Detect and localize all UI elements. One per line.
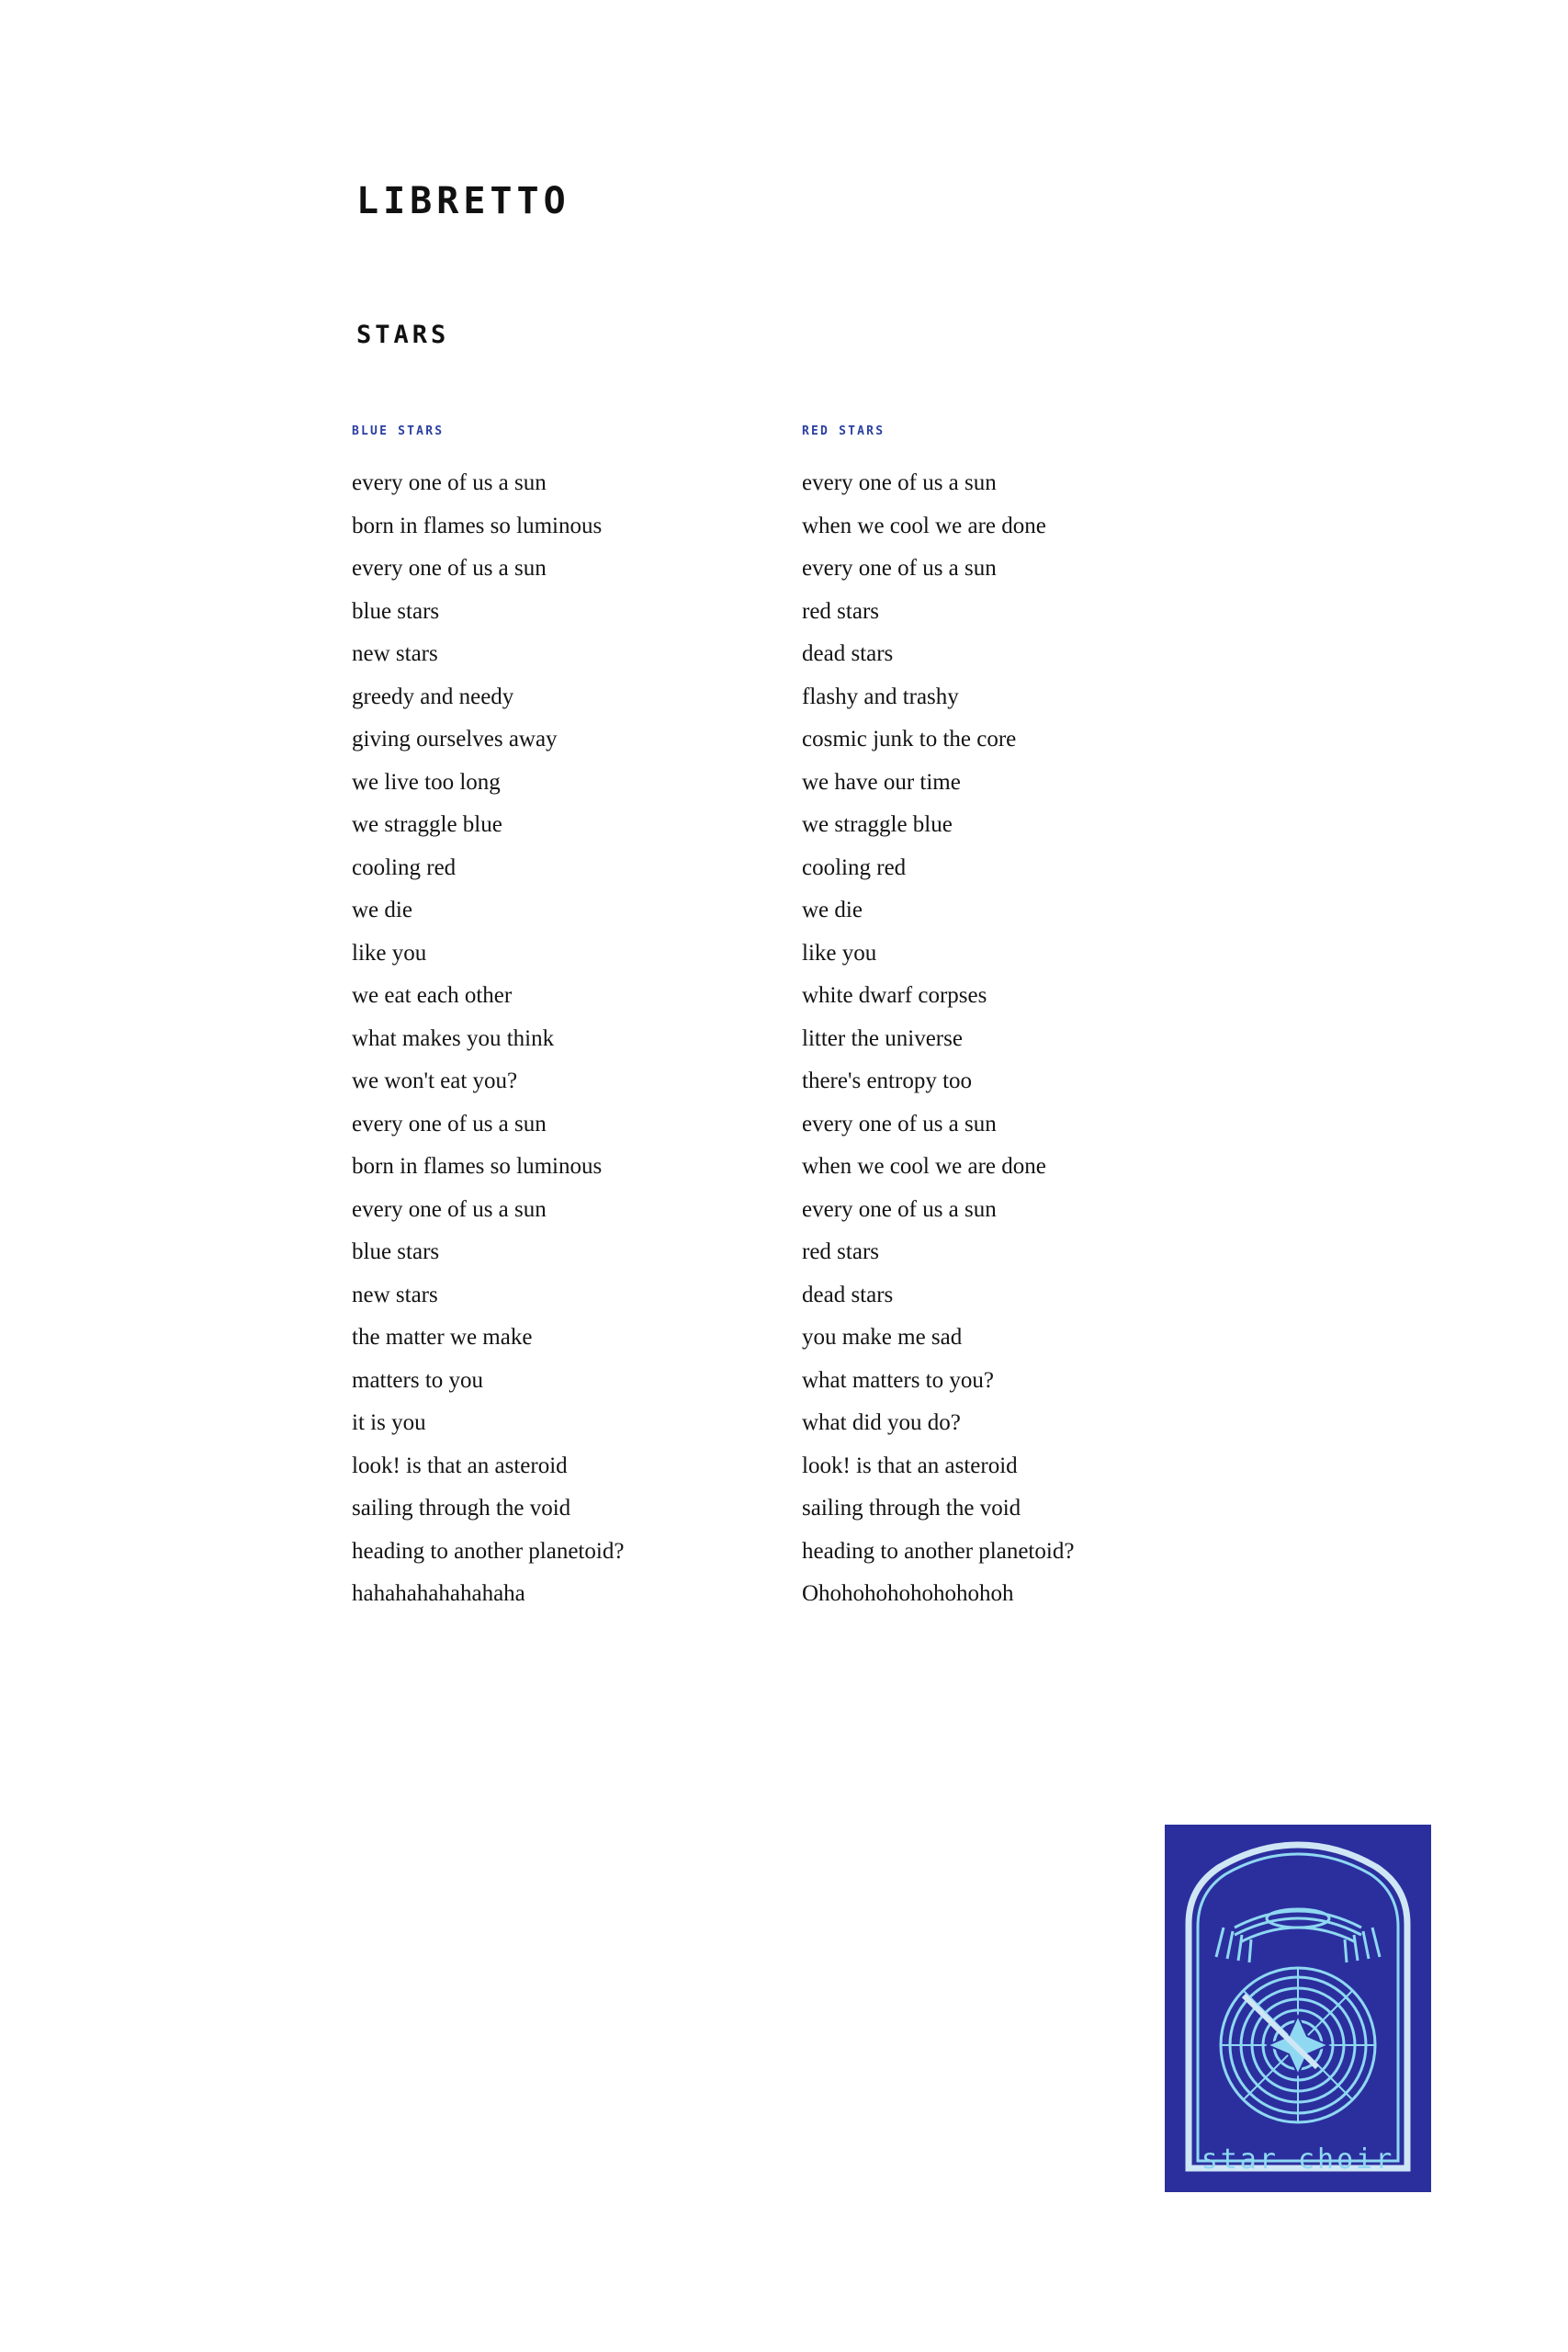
lyric-line: we won't eat you?	[352, 1069, 518, 1093]
lyric-line: dead stars	[802, 641, 894, 666]
lyric-line: every one of us a sun	[352, 470, 547, 495]
lyric-line: flashy and trashy	[802, 684, 959, 709]
lyric-line: every one of us a sun	[352, 1111, 547, 1136]
lyric-line: sailing through the void	[802, 1496, 1021, 1521]
lyric-line: cooling red	[802, 854, 907, 880]
lyric-line: we live too long	[352, 769, 501, 795]
lyric-line: what makes you think	[352, 1025, 555, 1051]
lyric-line: when we cool we are done	[802, 513, 1046, 538]
lyric-line: white dwarf corpses	[802, 983, 987, 1008]
column-heading: BLUE STARS	[352, 424, 445, 438]
lyrics-column-red-stars	[799, 424, 1249, 1616]
lyric-line: heading to another planetoid?	[802, 1538, 1075, 1564]
lyric-line: hahahahahahahaha	[352, 1581, 525, 1606]
star-choir-emblem-icon	[1179, 1839, 1416, 2177]
lyric-line: we have our time	[802, 769, 961, 795]
lyric-line: like you	[802, 940, 877, 966]
lyric-line: new stars	[352, 1282, 438, 1307]
lyric-line: blue stars	[352, 598, 440, 624]
lyric-line: every one of us a sun	[352, 1196, 547, 1222]
lyric-line: we die	[352, 898, 412, 922]
lyric-line: dead stars	[802, 1282, 894, 1307]
lyric-line: born in flames so luminous	[352, 1154, 603, 1179]
lyric-line: like you	[352, 940, 427, 966]
lyrics-column-blue-stars	[349, 424, 799, 1616]
lyric-line: litter the universe	[802, 1025, 963, 1051]
lyric-line: giving ourselves away	[352, 727, 558, 752]
lyric-line: sailing through the void	[352, 1496, 571, 1521]
lyric-line: when we cool we are done	[802, 1154, 1046, 1179]
lyric-line: what did you do?	[802, 1410, 961, 1435]
star-choir-logo	[1165, 1825, 1431, 2192]
lyric-line: born in flames so luminous	[352, 513, 603, 538]
lyric-line: it is you	[352, 1410, 426, 1435]
lyrics-columns	[349, 424, 1268, 1616]
lyric-line: look! is that an asteroid	[802, 1453, 1018, 1478]
lyric-line: new stars	[352, 641, 438, 666]
lyric-line: cooling red	[352, 854, 457, 880]
lyric-line: you make me sad	[802, 1325, 963, 1350]
lyric-line: Ohohohohohohohohoh	[802, 1581, 1014, 1606]
lyric-line: every one of us a sun	[802, 1196, 997, 1222]
page-title: LIBRETTO	[356, 180, 570, 222]
lyric-line: cosmic junk to the core	[802, 727, 1017, 752]
lyric-line: we straggle blue	[352, 812, 502, 837]
lyric-line: look! is that an asteroid	[352, 1453, 568, 1478]
lyric-line: red stars	[802, 1239, 879, 1264]
lyric-line: blue stars	[352, 1239, 440, 1264]
lyric-line: every one of us a sun	[352, 556, 547, 581]
lyric-line: every one of us a sun	[802, 470, 997, 495]
lyric-line: we eat each other	[352, 983, 513, 1008]
lyric-line: red stars	[802, 598, 879, 624]
lyric-line: every one of us a sun	[802, 1111, 997, 1136]
logo-wordmark: star choir	[1201, 2143, 1395, 2176]
lyric-line: the matter we make	[352, 1325, 533, 1350]
lyric-line: heading to another planetoid?	[352, 1538, 625, 1564]
column-heading: RED STARS	[802, 424, 886, 438]
lyric-line: every one of us a sun	[802, 556, 997, 581]
lyric-line: we die	[802, 898, 863, 922]
lyric-line: greedy and needy	[352, 684, 514, 709]
section-title: STARS	[356, 321, 450, 349]
lyric-line: we straggle blue	[802, 812, 953, 837]
lyric-line: there's entropy too	[802, 1069, 973, 1093]
lyric-line: what matters to you?	[802, 1367, 994, 1393]
lyric-line: matters to you	[352, 1367, 484, 1393]
